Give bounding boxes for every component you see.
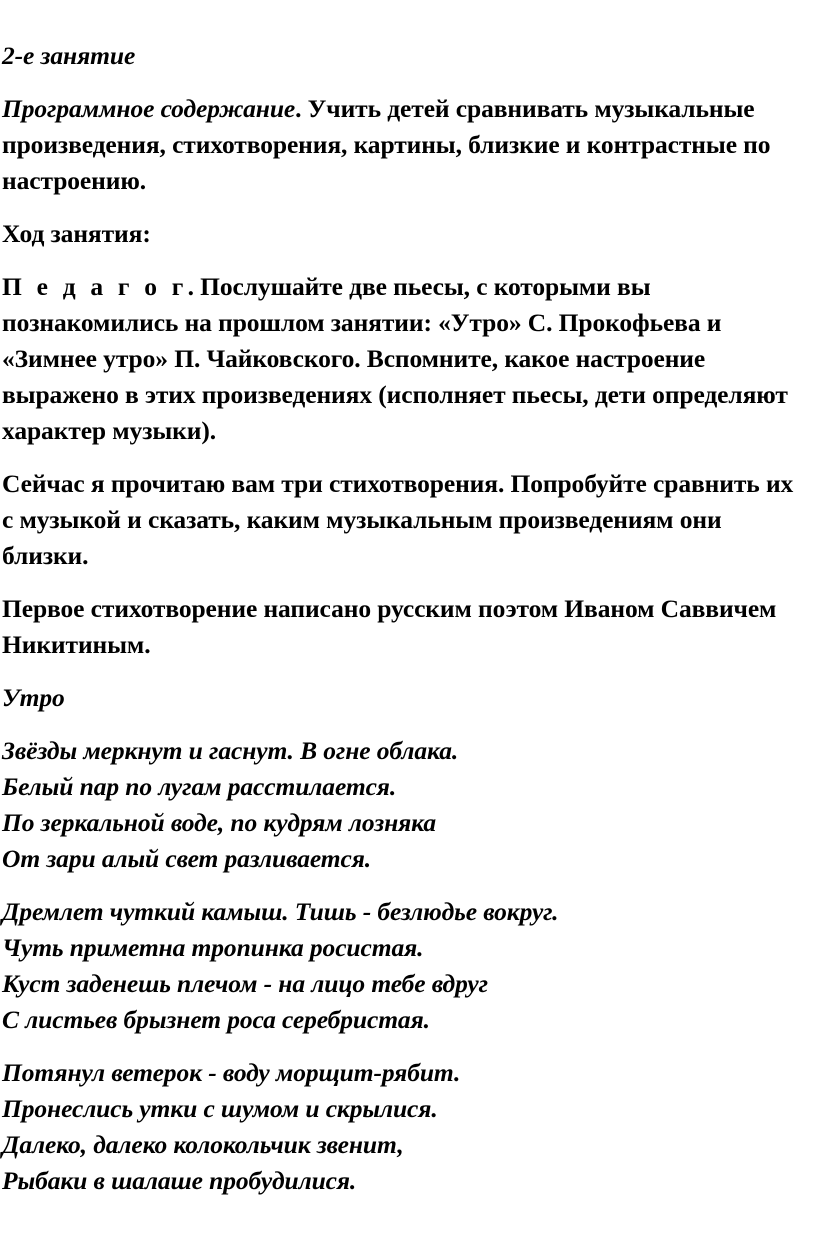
- document-page: [2, 38, 808, 1216]
- program-content-label: Программное содержание: [2, 94, 296, 123]
- teacher-text: . Послушайте две пьесы, с которыми вы познакомились на прошлом занятии: «Утро» С. Прокофьева и «Зимнее утро» П. Чайковского. Вспомните, какое настроение выражено в этих произведениях (исполняет пьесы, дети определяют характер музыки).: [2, 272, 788, 445]
- teacher-paragraph: [2, 269, 808, 449]
- poem-stanza-3: [2, 1055, 808, 1199]
- poem-line: Пронеслись утки с шумом и скрылися.: [2, 1094, 438, 1123]
- poems-intro-paragraph: Сейчас я прочитаю вам три стихотворения. Попробуйте сравнить их с музыкой и сказать, каким музыкальным произведениям они близки.: [2, 469, 794, 570]
- poem-stanza-1: [2, 733, 808, 877]
- poem-line: Белый пар по лугам расстилается.: [2, 772, 397, 801]
- poem-line: Звёзды меркнут и гаснут. В огне облака.: [2, 736, 459, 765]
- poem-line: Куст заденешь плечом - на лицо тебе вдруг: [2, 969, 488, 998]
- program-content-paragraph: [2, 91, 808, 199]
- poem-title: Утро: [2, 683, 65, 712]
- lesson-course-heading: Ход занятия:: [2, 219, 151, 248]
- program-content-text: Учить детей сравнивать музыкальные произведения, стихотворения, картины, близкие и контрастные по настроению.: [2, 94, 771, 195]
- poem-line: Чуть приметна тропинка росистая.: [2, 933, 424, 962]
- lesson-title: 2-е занятие: [2, 41, 136, 70]
- poem-line: От зари алый свет разливается.: [2, 844, 372, 873]
- poem-line: Потянул ветерок - воду морщит-рябит.: [2, 1058, 461, 1087]
- teacher-label: П е д а г о г: [2, 272, 188, 301]
- poem-line: Дремлет чуткий камыш. Тишь - безлюдье вокруг.: [2, 897, 559, 926]
- program-content-punct: .: [295, 94, 302, 123]
- poem-line: Рыбаки в шалаше пробудилися.: [2, 1166, 357, 1195]
- poem-line: Далеко, далеко колокольчик звенит,: [2, 1130, 404, 1159]
- poem-stanza-2: [2, 894, 808, 1038]
- first-poem-intro-paragraph: Первое стихотворение написано русским поэтом Иваном Саввичем Никитиным.: [2, 594, 777, 659]
- poem-line: С листьев брызнет роса серебристая.: [2, 1005, 430, 1034]
- poem-line: По зеркальной воде, по кудрям лозняка: [2, 808, 437, 837]
